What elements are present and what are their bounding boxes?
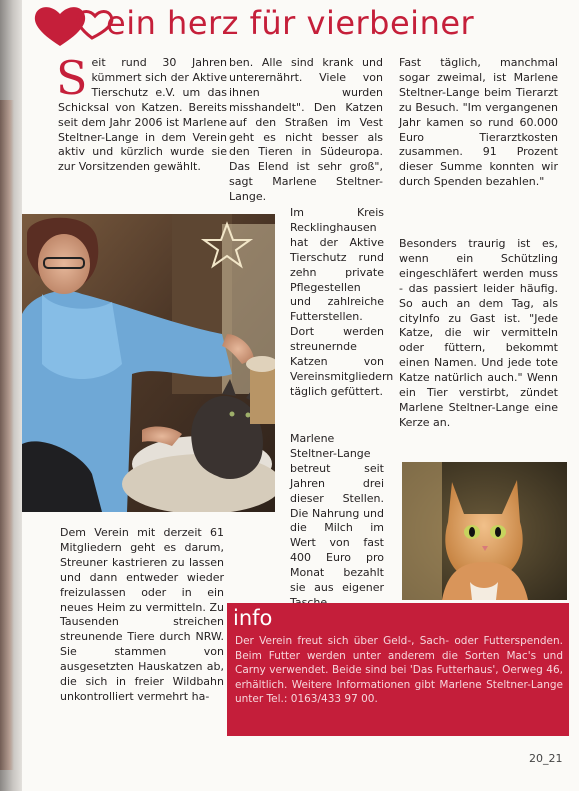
intro-paragraph: eit rund 30 Jahren kümmert sich der Aktive Tierschutz e.V. um das Schicksal von Katzen. Bereits seit dem Jahr 2006 ist Marlene Steltner-Lange in dem Verein aktiv und kürzlich wurde sie zur Vorsitzenden gewählt. (58, 56, 227, 174)
column2-low-text: Marlene Steltner-Lange betreut seit Jahren drei dieser Stellen. Die Nahrung und die Milch im Wert von fast 400 Euro pro Monat bezahlt sie aus eigener (290, 432, 384, 595)
column1-bottom-text: Dem Verein mit derzeit 61 Mitgliedern geht es darum, Streuner kastrieren zu lassen und dann entweder wieder freizulassen oder in ein neues Heim zu vermitteln. Zu Tausenden streichen streunende Tiere durch NRW. Sie stammen von ausgesetzten Hauskatzen ab, die sich in freier Wildbahn unkontrolliert vermehrt ha- (60, 526, 224, 703)
previous-page-edge (0, 100, 14, 770)
column2-mid-text: Im Kreis Recklinghausen hat der Aktive Tierschutz rund zehn private Pflegestellen und zahlreiche Futterstellen. Dort werden streunernde Katzen von Vereinsmitgliedern täglich gefüttert. (290, 206, 394, 398)
column3-paragraph-2: Besonders traurig ist es, wenn ein Schützling eingeschläfert werden muss - das passiert leider häufig. So auch an dem Tag, als cityInfo zu Gast ist. "Jede Katze, die wir vermitteln oder füttern, bekommt einen Namen. Und jede tote Katze natürlich auch." Wenn ein Tier verstirbt, zündet Marlene Steltner-Lange eine Kerze an. (399, 237, 558, 429)
photo-orange-cat (402, 462, 567, 600)
magazine-page (22, 0, 579, 791)
info-heading: info (233, 606, 273, 630)
intro-text-block (56, 51, 227, 175)
column3-paragraph-1: Fast täglich, manchmal sogar zweimal, ist Marlene Steltner-Lange beim Tierarzt zu Besuch. "Im vergangenen Jahr kamen so rund 60.000 Euro Tierarztkosten zusammen. 91 Prozent dieser Summe konnten wir durch Spenden bezahlen." (399, 56, 558, 189)
column2-top-text: ben. Alle sind krank und unterernährt. Viele von ihnen wurden misshandelt". Den Katzen auf den Straßen im Vest geht es nicht besser als den Tieren in Südeuropa. Das Elend ist sehr groß", sagt Marlene Steltner-Lange. (229, 56, 383, 204)
photo-woman-with-cat (22, 214, 275, 512)
info-text: Der Verein freut sich über Geld-, Sach- oder Futterspenden. Beim Futter werden unter anderem die Sorten Mac's und Carny verwendet. Beide sind bei 'Das Futterhaus', Oerweg 46, erhältlich. Weitere Informationen gibt Marlene Steltner-Lange unter Tel.: 0163/433 97 00. (235, 635, 563, 706)
page-number: 20_21 (529, 752, 563, 765)
page-title: ein herz für vierbeiner (106, 4, 475, 42)
drop-cap: S (56, 51, 88, 105)
